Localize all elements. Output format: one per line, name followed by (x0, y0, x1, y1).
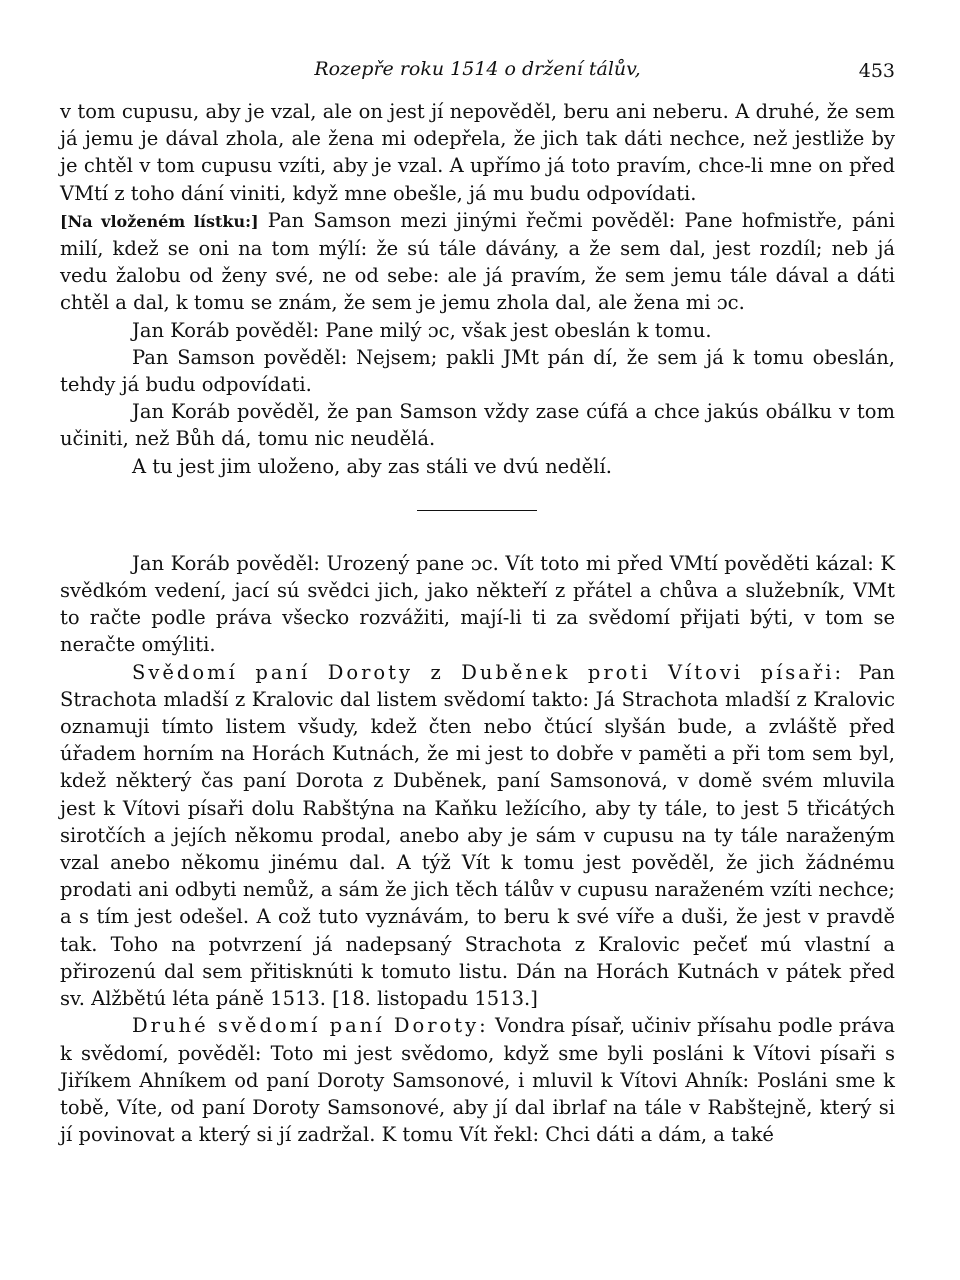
paragraph-text: Jan Koráb pověděl, že pan Samson vždy zase cúfá a chce jakús obálku v tom učiniti, než Bůh dá, tomu nic neudělá. (60, 400, 895, 451)
paragraph-text: Pan Strachota mladší z Kralovic dal listem svědomí takto: Já Strachota mladší z Kralovic oznamuji tímto listem všudy, kdež čten nebo čtúcí slyšán bude, a zvláště před úřadem horním na Horách Kutnách, že mi jest to dobře v paměti a při tom sem byl, kdež některý čas paní Dorota z Duběnek, paní Samsonová, v domě svém mluvila jest k Vítovi písaři dolu Rabštýna na Kaňku ležícího, aby ty tále, to jest 5 třicátých sirotčích a jejích někomu prodal, anebo aby je sám v cupusu na ty tále naraženým vzal anebo někomu jinému dal. A týž Vít k tomu jest pověděl, že jich žádnému prodati ani odbyti nemůž, a sám že jich těch tálův v cupusu naraženém vzíti nechce; a s tím jest odešel. A což tuto vyznávám, to beru k své víře a duši, že jest v pravdě tak. Toho na potvrzení já nadepsaný Strachota z Kralovic pečeť mú vlastní a přirozenú dal sem přitisknúti k tomuto listu. Dán na Horách Kutnách v pátek před sv. Alžbětú léta páně 1513. [18. listopadu 1513.] (60, 660, 895, 1011)
paragraph-text: v tom cupusu, aby je vzal, ale on jest jí nepověděl, beru ani neberu. A druhé, že sem já jemu je dával zhola, ale žena mi odepřela, že jich tak dáti nechce, než jestliže by je chtěl v tom cupusu vzíti, aby je vzal. A upřímo já toto pravím, chce-li mne on před VMtí z toho dání viniti, když mne obešle, já mu budu odpovídati. (60, 100, 895, 205)
running-title: Rozepře roku 1514 o držení tálův, (314, 58, 641, 80)
paragraph-text: A tu jest jim uloženo, aby zas stáli ve dvú nedělí. (132, 454, 612, 478)
paragraph-text: Jan Koráb pověděl: Urozený pane ɔc. Vít toto mi před VMtí pověděti kázal: K svědkóm vedení, jací sú svědci jich, jako někteří z přátel a chůva a služebník, VMt to račte podle práva všecko rozvážiti, mají-li ti za svědomí přijati býti, v tom se neračte omýliti. (60, 551, 895, 657)
testimony-heading: Druhé svědomí paní Doroty: (132, 1014, 489, 1038)
paragraph-9 (60, 1012, 895, 1148)
document-page (60, 56, 895, 1148)
paragraph-text: Pan Samson pověděl: Nejsem; pakli JMt pán dí, že sem já k tomu obeslán, tehdy já budu odpovídati. (60, 345, 895, 397)
paragraph-2 (60, 207, 895, 317)
paragraph-text: Pan Samson mezi jinými řečmi pověděl: Pane hofmistře, páni milí, kdež se oni na tom mýlí: že sú tále dávány, a že sem dal, jest rozdíl; neb já vedu žalobu od ženy své, ne od sebe: ale já pravím, že sem jemu tále dával a dáti chtěl a dal, k tomu se znám, že sem je jemu zhola dal, ale žena mi ɔc. (60, 208, 896, 315)
paragraph-6 (60, 453, 895, 480)
section-divider (60, 480, 895, 550)
page-number: 453 (858, 60, 895, 82)
divider-rule (417, 510, 537, 511)
paragraph-8 (60, 659, 895, 1013)
paragraph-text: Jan Koráb pověděl: Pane milý ɔc, však jest obeslán k tomu. (132, 318, 712, 342)
paragraph-1 (60, 98, 895, 207)
running-header (60, 56, 895, 86)
paragraph-3 (60, 317, 895, 344)
inserted-slip-note: [Na vloženém lístku:] (60, 211, 259, 231)
paragraph-7 (60, 550, 895, 659)
paragraph-4 (60, 344, 895, 398)
paragraph-text: Vondra písař, učiniv přísahu podle práva k svědomí, pověděl: Toto mi jest svědomo, když sme byli posláni k Vítovi písaři s Jiříkem Ahníkem od paní Doroty Samsonové, i mluvil k Vítovi Ahník: Posláni sme k tobě, Víte, od paní Doroty Samsonové, aby jí dal ibrlaf na tále v Rabštejně, který si jí povinovat a který si jí zadržal. K tomu Vít řekl: Chci dáti a dám, a také (60, 1014, 895, 1147)
testimony-heading: Svědomí paní Doroty z Duběnek proti Vítovi písaři: (132, 660, 845, 684)
paragraph-5 (60, 398, 895, 452)
